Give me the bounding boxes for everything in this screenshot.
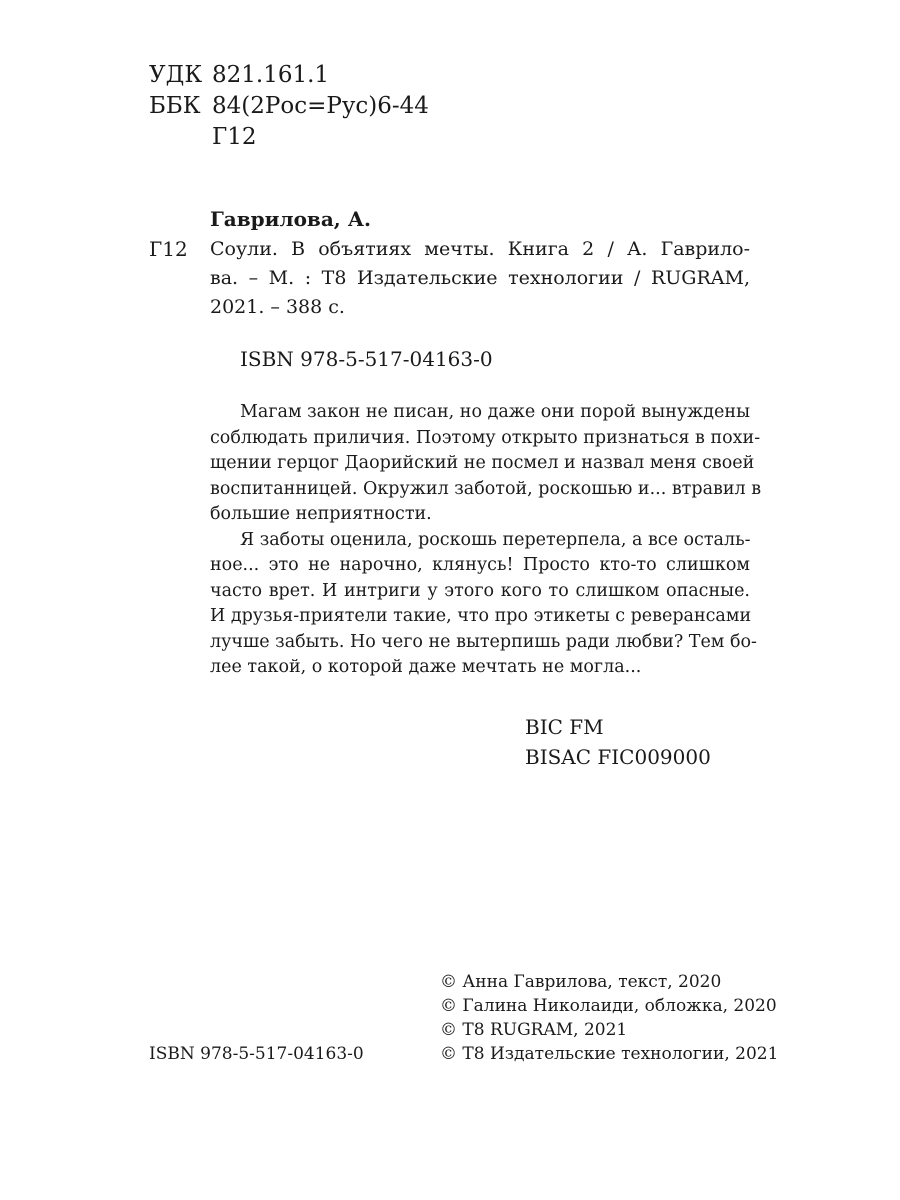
classification-block <box>149 60 429 153</box>
isbn-main: ISBN 978-5-517-04163-0 <box>240 347 493 371</box>
copyright-line: © T8 Издательские технологии, 2021 <box>440 1044 779 1064</box>
annotation <box>210 400 762 681</box>
copyright-line: © Галина Николаиди, обложка, 2020 <box>440 996 777 1016</box>
bbk-label: ББК <box>149 93 201 119</box>
author-mark-row <box>149 122 429 153</box>
annotation-paragraph-2 <box>210 528 757 681</box>
bisac-code: BISAC FIC009000 <box>525 745 711 769</box>
bibliographic-description <box>210 235 750 322</box>
bbk-row <box>149 91 429 122</box>
bbk-value: 84(2Рос=Рус)6-44 <box>212 93 429 119</box>
bic-code: BIC FM <box>525 715 604 739</box>
author-mark: Г12 <box>212 124 257 150</box>
annotation-line: воспитанницей. Окружил заботой, роскошью и... втравил в <box>210 478 762 499</box>
biblio-line: 2021. – 388 с. <box>210 296 345 318</box>
annotation-line: И друзья-приятели такие, что про этикеты с реверансами <box>210 606 752 626</box>
author-mark-spacer <box>149 122 212 153</box>
annotation-line: Магам закон не писан, но даже они порой вынуждены <box>240 402 750 422</box>
udk-row <box>149 60 429 91</box>
annotation-line: щении герцог Даорийский не посмел и назвал меня своей <box>210 453 755 473</box>
annotation-line: лее такой, о которой даже мечтать не могла... <box>210 657 642 677</box>
annotation-line: лучше забыть. Но чего не вытерпишь ради любви? Тем бо- <box>210 631 757 652</box>
annotation-line: соблюдать приличия. Поэтому открыто признаться в похи- <box>210 427 761 448</box>
biblio-line: ва. – М. : T8 Издательские технологии / RUGRAM, <box>210 267 750 289</box>
author-mark-side: Г12 <box>149 237 188 261</box>
copyright-line: © Анна Гаврилова, текст, 2020 <box>440 972 722 992</box>
annotation-paragraph-1 <box>210 400 762 528</box>
annotation-line: Я заботы оценила, роскошь перетерпела, а все осталь- <box>240 529 751 550</box>
biblio-line: Соули. В объятиях мечты. Книга 2 / А. Гаврило- <box>210 238 750 260</box>
annotation-line: часто врет. И интриги у этого кого то слишком опасные. <box>210 580 750 601</box>
annotation-line: ное... это не нарочно, клянусь! Просто кто-то слишком <box>210 555 750 575</box>
subject-codes <box>525 712 711 772</box>
isbn-bottom: ISBN 978-5-517-04163-0 <box>149 1044 364 1064</box>
copyright-block <box>440 970 778 1066</box>
copyright-line: © T8 RUGRAM, 2021 <box>440 1020 628 1040</box>
author-heading: Гаврилова, А. <box>210 207 371 231</box>
udk-value: 821.161.1 <box>212 62 330 88</box>
udk-label: УДК <box>149 62 203 88</box>
annotation-line: большие неприятности. <box>210 504 432 524</box>
